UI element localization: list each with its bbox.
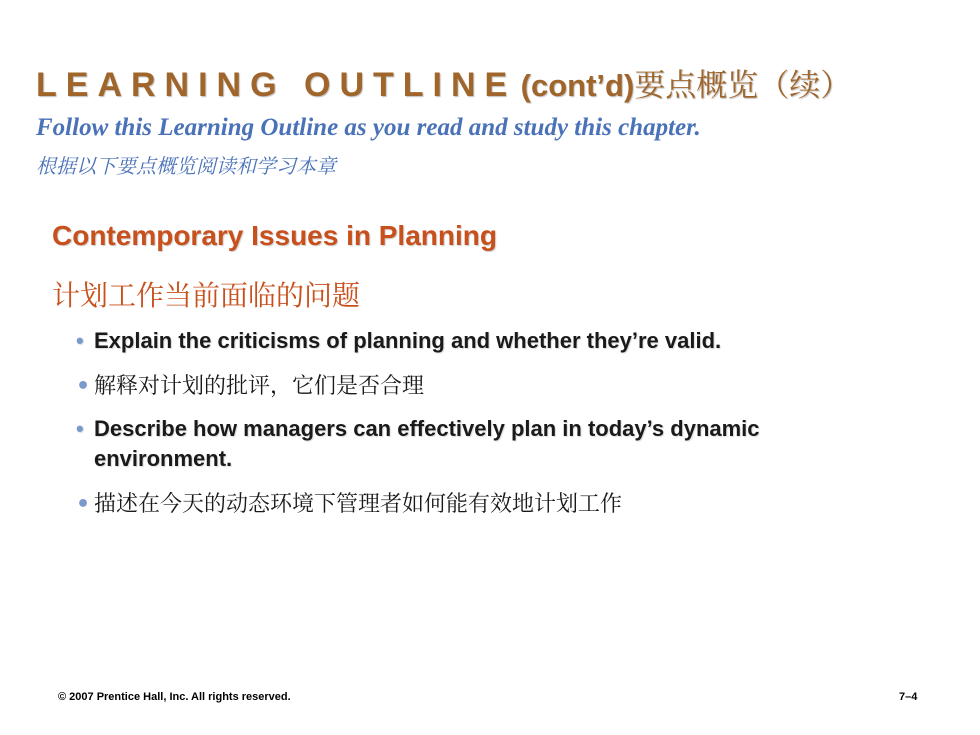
slide-title	[36, 60, 851, 105]
list-item	[72, 326, 832, 356]
bullet-dot-icon: •	[76, 416, 84, 441]
list-item-text: Describe how managers can effectively plan in today’s dynamic environment.	[94, 416, 760, 471]
list-item	[72, 372, 832, 402]
footer-copyright: © 2007 Prentice Hall, Inc. All rights reserved.	[58, 691, 291, 703]
title-contd: (cont’d)	[520, 68, 635, 103]
subtitle-chinese: 根据以下要点概览阅读和学习本章	[36, 154, 336, 178]
bullet-list	[72, 326, 832, 520]
page-number: 7–4	[899, 691, 918, 703]
bullet-dot-icon: •	[76, 374, 91, 399]
list-item-text: 解释对计划的批评，它们是否合理	[94, 374, 425, 399]
list-item	[72, 414, 832, 474]
title-main: LEARNING OUTLINE	[36, 66, 517, 104]
section-heading: Contemporary Issues in Planning	[52, 220, 497, 251]
section-heading-chinese: 计划工作当前面临的问题	[52, 279, 361, 312]
list-item-text: Explain the criticisms of planning and whether they’re valid.	[94, 328, 722, 353]
list-item-text: 描述在今天的动态环境下管理者如何能有效地计划工作	[94, 492, 623, 517]
list-item	[72, 490, 832, 520]
bullet-dot-icon: •	[76, 492, 91, 517]
title-chinese: 要点概览（续）	[634, 68, 852, 104]
subtitle-english: Follow this Learning Outline as you read and study this chapter.	[36, 114, 701, 141]
bullet-dot-icon: •	[76, 328, 84, 353]
